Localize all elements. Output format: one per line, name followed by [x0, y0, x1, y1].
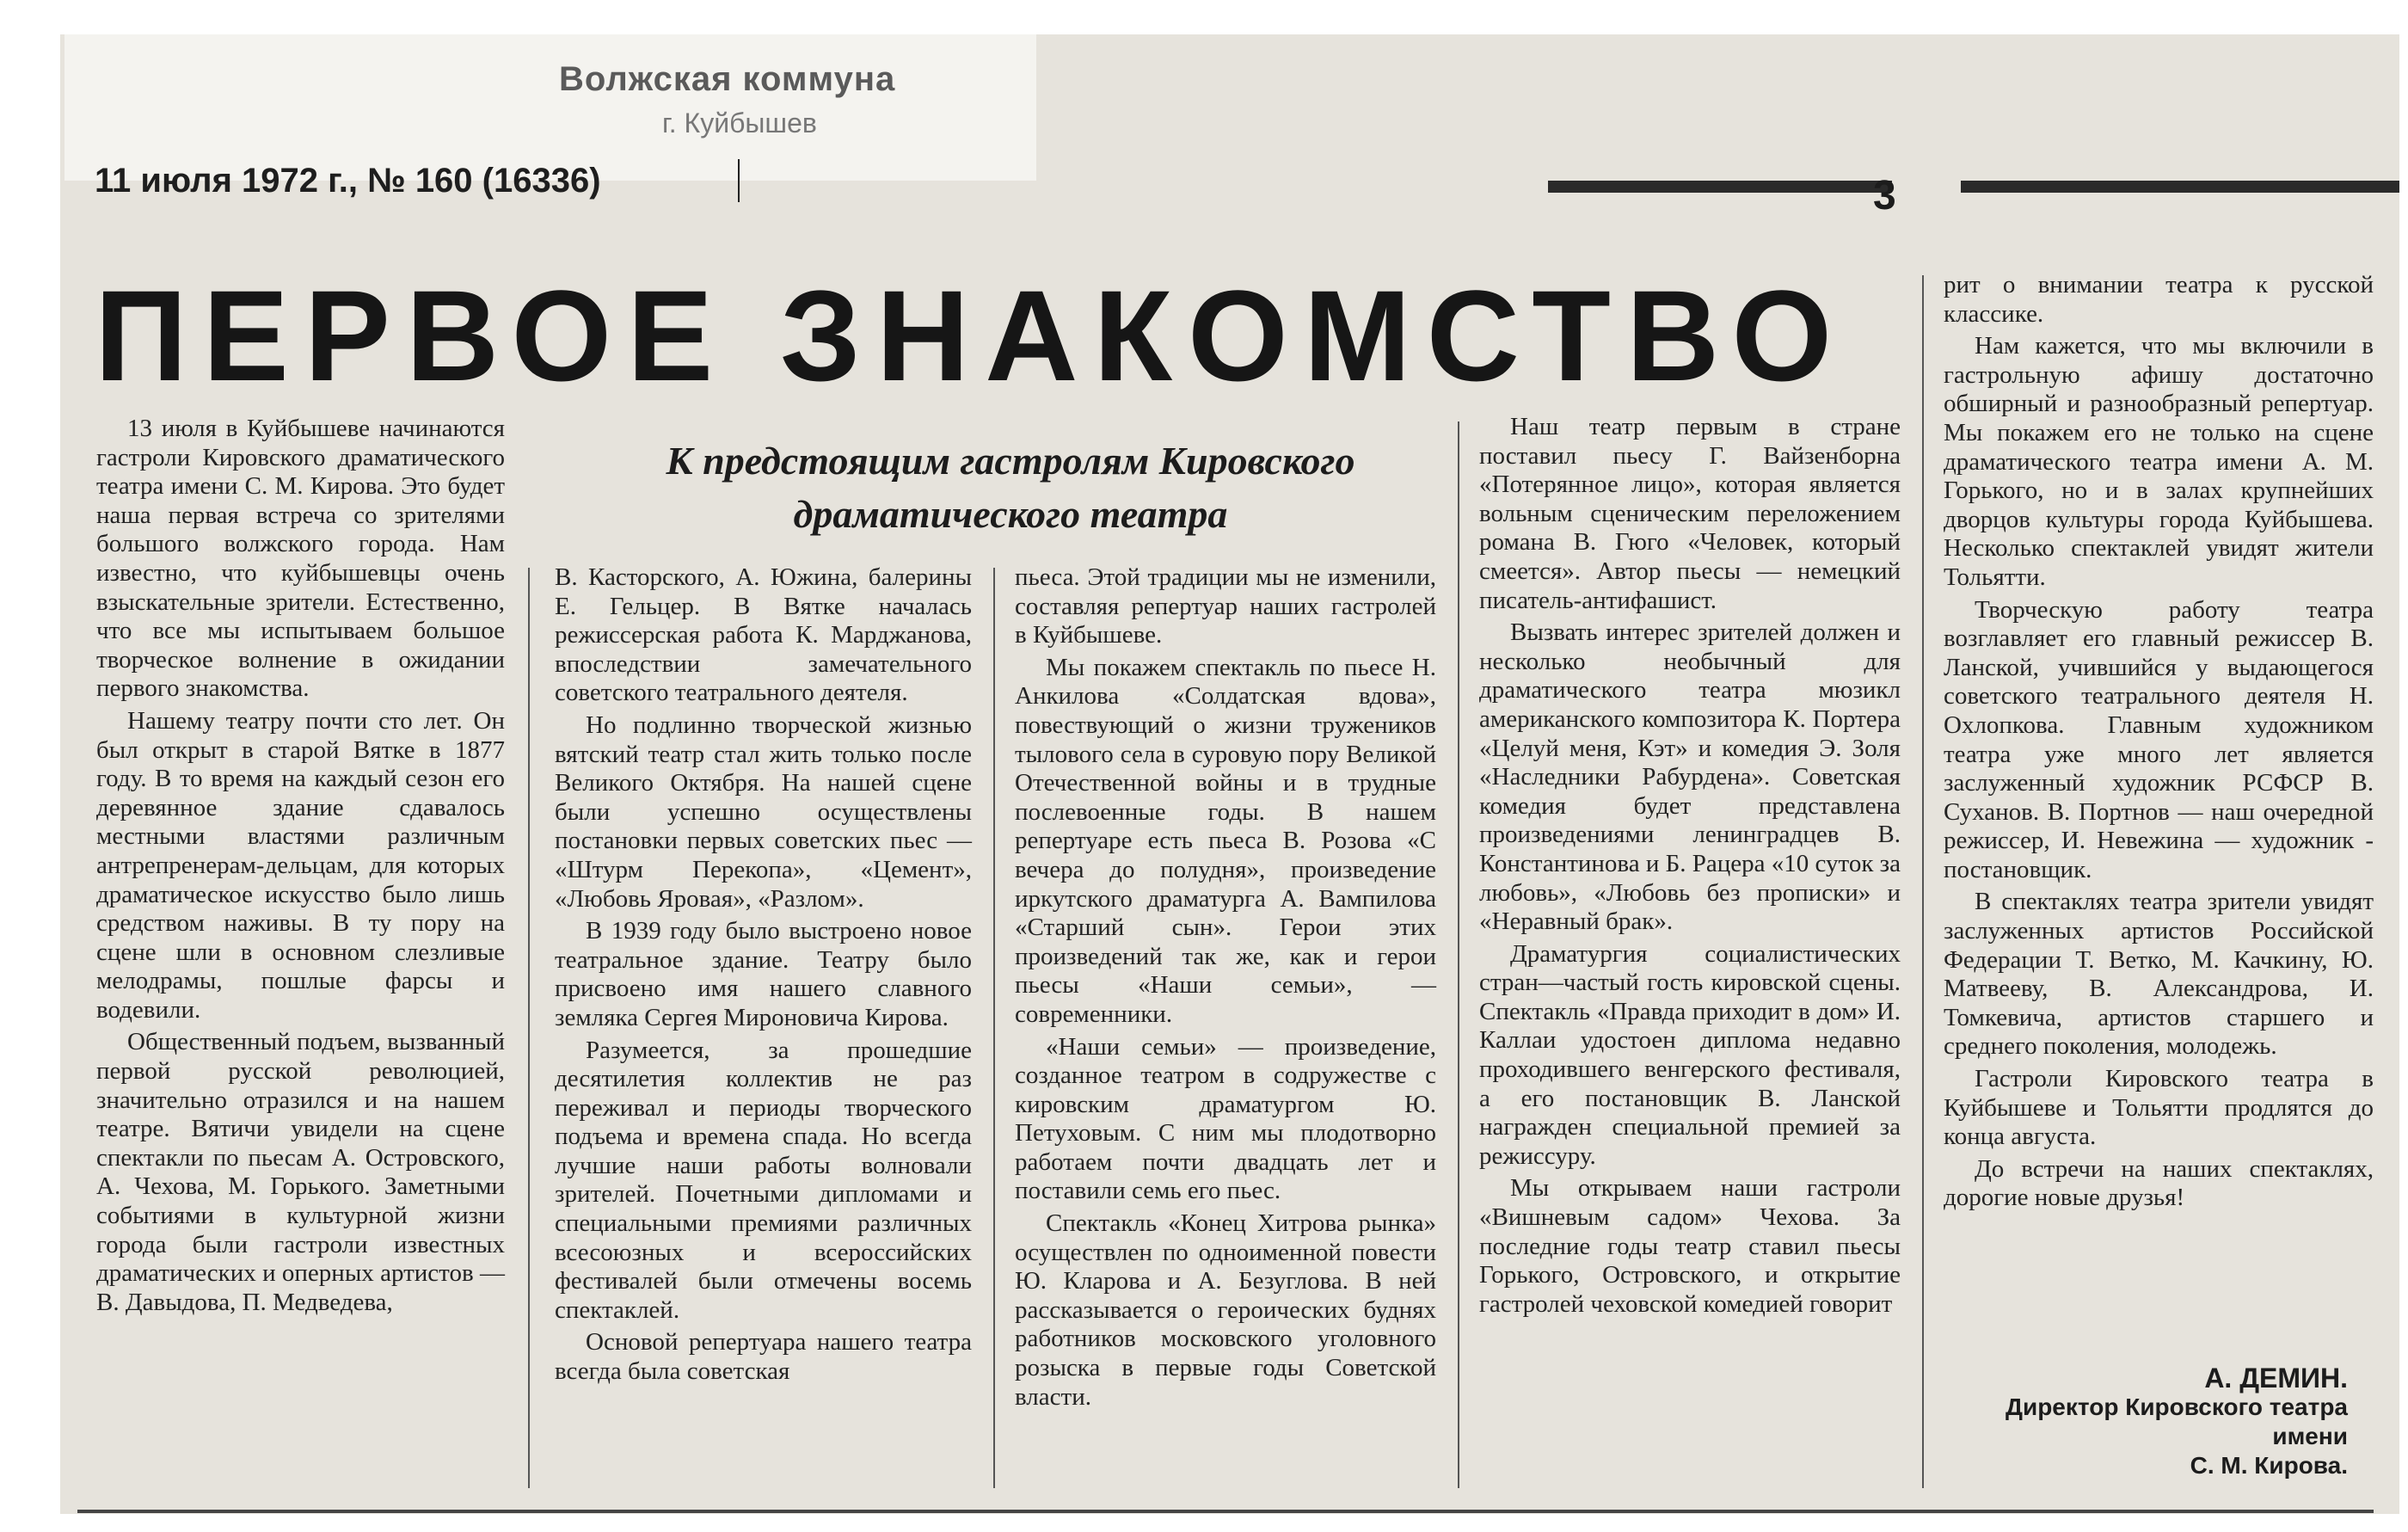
paragraph: В спектаклях театра зрители увидят заслуженных артистов Российской Федерации Т. Ветко, М. Качкину, Ю. Матвееву, В. Александрова, И. Томкевича, артистов старшего и среднего поколения, молодежь.	[1944, 888, 2374, 1061]
paragraph: Мы открываем наши гастроли «Вишневым садом» Чехова. За последние годы театр ставил пьесы Горького, Островского, и открытие гастролей чеховской комедией говорит	[1479, 1174, 1901, 1318]
author-title-line-3: С. М. Кирова.	[2190, 1452, 2348, 1479]
author-title-line-2: имени	[2272, 1423, 2348, 1449]
column-divider	[1922, 275, 1924, 1488]
paragraph: Драматургия социалистических стран—частый гость кировской сцены. Спектакль «Правда приходит в дом» И. Каллаи удостоен диплома недавно проходившего венгерского фестиваля, а его постановщик В. Ланской награжден специальной премией за режиссуру.	[1479, 939, 1901, 1170]
article-subhead	[550, 434, 1471, 541]
paragraph: Основой репертуара нашего театра всегда была советская	[555, 1328, 972, 1386]
newspaper-name: Волжская коммуна	[559, 60, 896, 98]
paragraph: 13 июля в Куйбышеве начинаются гастроли Кировского драматического театра имени С. М. Кирова. Это будет наша первая встреча со зрителями большого волжского города. Нам известно, что куйбышевцы очень взыскательные зрители. Естественно, что все мы испытываем большое творческое волнение в ожидании первого знакомства.	[96, 415, 505, 703]
paragraph: Спектакль «Конец Хитрова рынка» осуществлен по одноименной повести Ю. Кларова и А. Безуглова. В ней рассказывается о героических буднях работников московского уголовного розыска в первые годы Советской власти.	[1015, 1209, 1436, 1411]
issue-dateline: 11 июля 1972 г., № 160 (16336)	[95, 162, 601, 200]
author-signature	[1944, 1363, 2348, 1480]
column-divider	[528, 568, 530, 1488]
author-title-line-1: Директор Кировского театра	[2006, 1394, 2348, 1420]
header-rule-left	[1548, 181, 1892, 193]
article-column-1	[96, 415, 505, 1320]
paragraph: Творческую работу театра возглавляет его главный режиссер В. Ланской, учившийся у выдающегося советского театрального деятеля Н. Охлопкова. Главным художником театра уже много лет является заслуженный художник РСФСР В. Суханов. В. Портнов — наш очередной режиссер, И. Невежина — художник - постановщик.	[1944, 595, 2374, 883]
paragraph: Мы покажем спектакль по пьесе Н. Анкилова «Солдатская вдова», повествующий о жизни тружеников тылового села в суровую пору Великой Отечественной войны и в трудные послевоенные годы. В нашем репертуаре есть пьеса В. Розова «С вечера до полудня», произведение иркутского драматурга А. Вампилова «Старший сын». Герои этих произведений так же, как и герои пьесы «Наши семьи», — современники.	[1015, 653, 1436, 1028]
newspaper-city: г. Куйбышев	[662, 108, 817, 138]
paragraph: Вызвать интерес зрителей должен и несколько необычный для драматического театра мюзикл американского композитора К. Портера «Целуй меня, Кэт» и комедия Э. Золя «Наследники Рабурдена». Советская комедия будет представлена произведениями ленинградцев В. Константинова и Б. Рацера «10 суток за любовь», «Любовь без прописки» и «Неравный брак».	[1479, 618, 1901, 936]
paragraph: Общественный подъем, вызванный первой русской революцией, значительно отразился и на нашем театре. Вятичи увидели на сцене спектакли по пьесам А. Островского, А. Чехова, М. Горького. Заметными событиями в культурной жизни города были гастроли известных драматических и оперных артистов — В. Давыдова, П. Медведева,	[96, 1028, 505, 1316]
header-rule-right	[1961, 181, 2399, 193]
article-column-3	[1015, 563, 1436, 1415]
column-divider	[993, 568, 995, 1488]
article-column-2	[555, 563, 972, 1390]
page-number: 3	[1873, 173, 1896, 218]
paragraph: Наш театр первым в стране поставил пьесу Г. Вайзенборна «Потерянное лицо», которая является вольным сценическим переложением романа В. Гюго «Человек, который смеется». Автор пьесы — немецкий писатель-антифашист.	[1479, 413, 1901, 614]
subhead-line-2: драматического театра	[793, 492, 1228, 536]
paragraph: Нашему театру почти сто лет. Он был открыт в старой Вятке в 1877 году. В то время на каждый сезон его деревянное здание сдавалось местными властями различным антрепренерам-дельцам, для которых драматическое искусство было лишь средством наживы. В ту пору на сцене шли в основном слезливые мелодрамы, пошлые фарсы и водевили.	[96, 706, 505, 1024]
paragraph: Разумеется, за прошедшие десятилетия коллектив не раз переживал и периоды творческого подъема и времена спада. Но всегда лучшие наши работы волновали зрителей. Почетными дипломами и специальными премиями различных всесоюзных и всероссийских фестивалей были отмечены восемь спектаклей.	[555, 1036, 972, 1324]
article-column-5	[1944, 271, 2374, 1216]
paragraph: Нам кажется, что мы включили в гастрольную афишу достаточно обширный и разнообразный репертуар. Мы покажем его не только на сцене драматического театра имени А. М. Горького, но и в залах крупнейших дворцов культуры города Куйбышева. Несколько спектаклей увидят жители Тольятти.	[1944, 332, 2374, 591]
bottom-rule	[77, 1510, 2374, 1513]
paragraph: пьеса. Этой традиции мы не изменили, составляя репертуар наших гастролей в Куйбышеве.	[1015, 563, 1436, 649]
paragraph: рит о внимании театра к русской классике.	[1944, 271, 2374, 328]
paragraph: Но подлинно творческой жизнью вятский театр стал жить только после Великого Октября. На нашей сцене были успешно осуществлены постановки первых советских пьес — «Штурм Перекопа», «Цемент», «Любовь Яровая», «Разлом».	[555, 711, 972, 913]
paragraph: В. Касторского, А. Южина, балерины Е. Гельцер. В Вятке началась режиссерская работа К. Марджанова, впоследствии замечательного советского театрального деятеля.	[555, 563, 972, 707]
paragraph: «Наши семьи» — произведение, созданное театром в содружестве с кировским драматургом Ю. Петуховым. С ним мы плодотворно работаем почти двадцать лет и поставили семь его пьес.	[1015, 1032, 1436, 1205]
paragraph: В 1939 году было выстроено новое театральное здание. Театру было присвоено имя нашего славного земляка Сергея Мироновича Кирова.	[555, 917, 972, 1031]
dateline-bracket	[738, 159, 740, 202]
paragraph: До встречи на наших спектаклях, дорогие новые друзья!	[1944, 1154, 2374, 1212]
article-headline: ПЕРВОЕ ЗНАКОМСТВО	[95, 263, 1848, 408]
subhead-line-1: К предстоящим гастролям Кировского	[666, 439, 1355, 483]
column-divider	[1458, 421, 1459, 1488]
author-name: А. ДЕМИН.	[2204, 1363, 2348, 1394]
paragraph: Гастроли Кировского театра в Куйбышеве и Тольятти продлятся до конца августа.	[1944, 1065, 2374, 1151]
article-column-4	[1479, 413, 1901, 1322]
